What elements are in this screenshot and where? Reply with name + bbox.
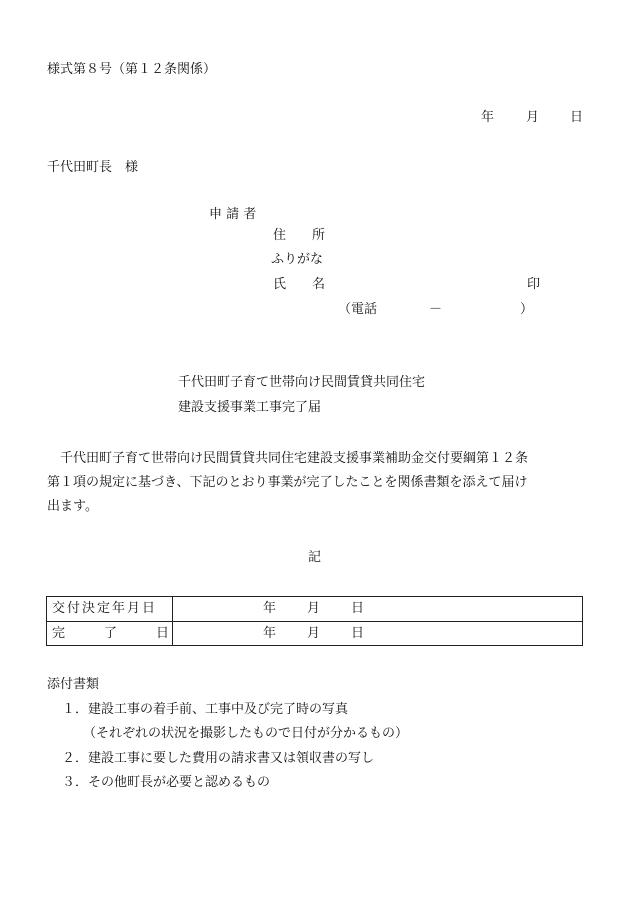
applicant-heading: 申 請 者 <box>209 207 257 222</box>
name-label: 氏 名 <box>273 277 326 292</box>
row-label-decision-date: 交付決定年月日 <box>52 601 158 616</box>
date-day: 日 <box>570 110 584 125</box>
furigana-label: ふりがな <box>271 252 324 267</box>
table-row <box>47 622 582 646</box>
body-line-2: 第１項の規定に基づき、下記のとおり事業が完了したことを関係書類を添えて届け <box>47 475 528 490</box>
date-year: 年 <box>481 110 495 125</box>
completion-table <box>46 596 583 646</box>
table-row <box>47 597 582 622</box>
addressee: 千代田町長 様 <box>47 160 139 175</box>
attachment-item-3: ３．その他町長が必要と認めるもの <box>62 775 271 790</box>
body-line-1: 千代田町子育て世帯向け民間賃貸共同住宅建設支援事業補助金交付要綱第１２条 <box>60 451 529 466</box>
row-day: 日 <box>351 626 365 641</box>
row-year: 年 <box>263 626 277 641</box>
row-label-completion-date: 完 了 日 <box>52 626 170 641</box>
body-line-3: 出ます。 <box>47 499 98 514</box>
attachments-heading: 添付書類 <box>47 677 100 692</box>
row-year: 年 <box>263 601 277 616</box>
row-month: 月 <box>307 626 321 641</box>
attachment-item-1-note: （それぞれの状況を撮影したもので日付が分かるもの） <box>83 726 409 741</box>
date-month: 月 <box>526 110 540 125</box>
attachment-item-2: ２．建設工事に要した費用の請求書又は領収書の写し <box>62 751 375 766</box>
form-number: 様式第８号（第１２条関係） <box>47 62 217 77</box>
attachment-item-1: １．建設工事の着手前、工事中及び完了時の写真 <box>62 702 349 717</box>
row-day: 日 <box>351 601 365 616</box>
title-line-1: 千代田町子育て世帯向け民間賃貸共同住宅 <box>178 375 426 390</box>
phone-line: （電話 － ） <box>338 302 534 317</box>
address-label: 住 所 <box>273 228 326 243</box>
ki-heading: 記 <box>308 550 322 565</box>
row-month: 月 <box>307 601 321 616</box>
seal-mark: 印 <box>527 277 541 292</box>
title-line-2: 建設支援事業工事完了届 <box>178 400 322 415</box>
